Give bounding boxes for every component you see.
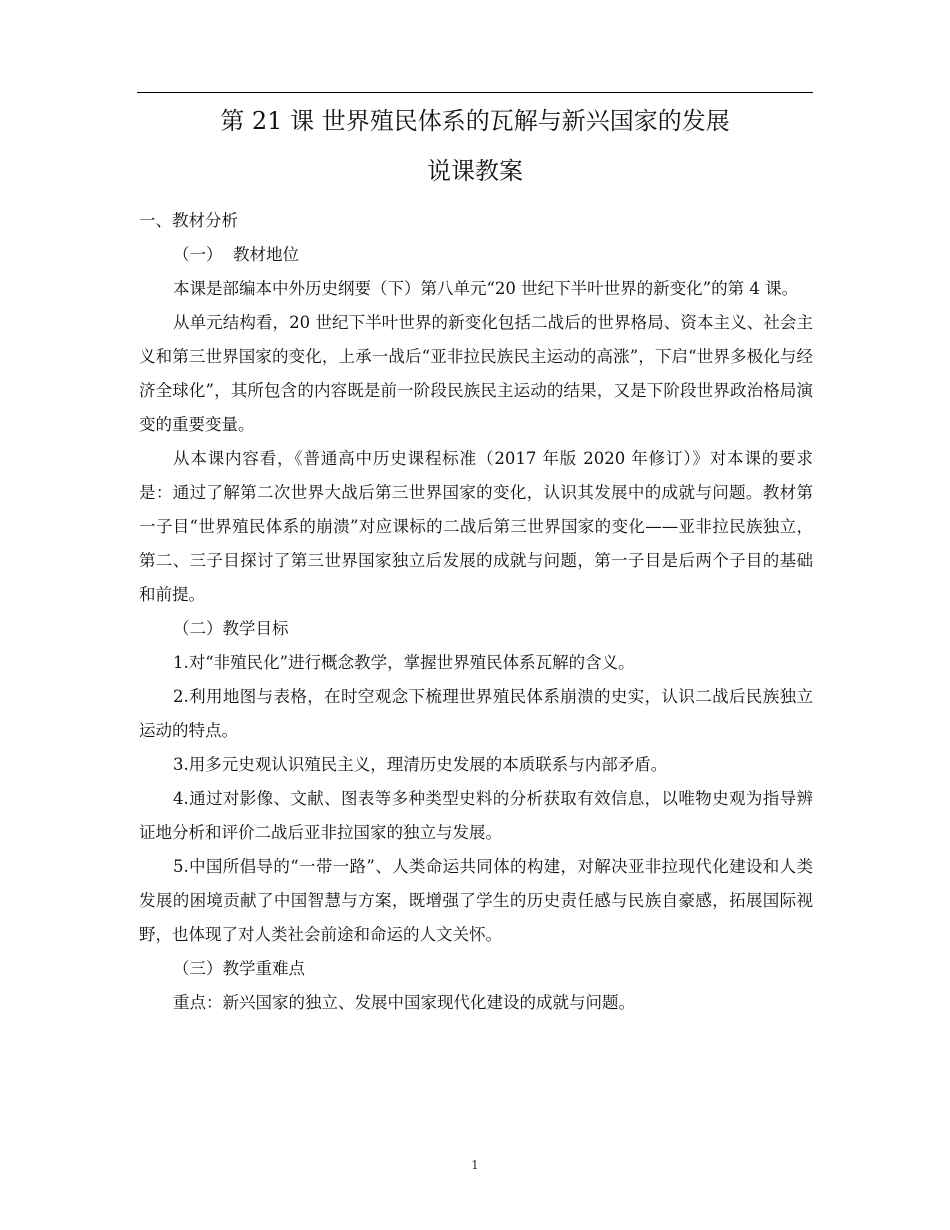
goal-item: 2.利用地图与表格，在时空观念下梳理世界殖民体系崩溃的史实，认识二战后民族独立运动的特点。 <box>139 687 813 740</box>
goal-item: 4.通过对影像、文献、图表等多种类型史料的分析获取有效信息，以唯物史观为指导辨证地分析和评价二战后亚非拉国家的独立与发展。 <box>139 789 813 842</box>
paragraph: 本课是部编本中外历史纲要（下）第八单元“20 世纪下半叶世界的新变化”的第 4 课。 <box>173 279 799 298</box>
subsection-heading-key-points: （三）教学重难点 <box>173 959 305 978</box>
paragraph: 从单元结构看，20 世纪下半叶世界的新变化包括二战后的世界格局、资本主义、社会主义和第三世界国家的变化，上承一战后“亚非拉民族民主运动的高涨”，下启“世界多极化与经济全球化”，其所包含的内容既是前一阶段民族民主运动的结果，又是下阶段世界政治格局演变的重要变量。 <box>139 313 813 434</box>
paragraph: 重点：新兴国家的独立、发展中国家现代化建设的成就与问题。 <box>173 993 635 1012</box>
goal-item: 1.对“非殖民化”进行概念教学，掌握世界殖民体系瓦解的含义。 <box>173 653 635 672</box>
document-body <box>139 204 813 1020</box>
goal-item: 3.用多元史观认识殖民主义，理清历史发展的本质联系与内部矛盾。 <box>173 755 668 774</box>
section-heading-textbook-analysis: 一、教材分析 <box>139 211 238 230</box>
page-number: 1 <box>471 1158 479 1172</box>
header-rule <box>137 92 813 93</box>
document-subtitle: 说课教案 <box>427 157 523 185</box>
document-title: 第 21 课 世界殖民体系的瓦解与新兴国家的发展 <box>220 107 730 135</box>
subsection-heading-goals: （二）教学目标 <box>173 619 289 638</box>
goal-item: 5.中国所倡导的“一带一路”、人类命运共同体的构建，对解决亚非拉现代化建设和人类发展的困境贡献了中国智慧与方案，既增强了学生的历史责任感与民族自豪感，拓展国际视野，也体现了对人类社会前途和命运的人文关怀。 <box>139 857 813 944</box>
subsection-heading-position: （一） 教材地位 <box>173 245 299 264</box>
paragraph: 从本课内容看，《普通高中历史课程标准（2017 年版 2020 年修订）》对本课的要求是：通过了解第二次世界大战后第三世界国家的变化，认识其发展中的成就与问题。教材第一子目“世界殖民体系的崩溃”对应课标的二战后第三世界国家的变化——亚非拉民族独立，第二、三子目探讨了第三世界国家独立后发展的成就与问题，第一子目是后两个子目的基础和前提。 <box>139 449 813 604</box>
